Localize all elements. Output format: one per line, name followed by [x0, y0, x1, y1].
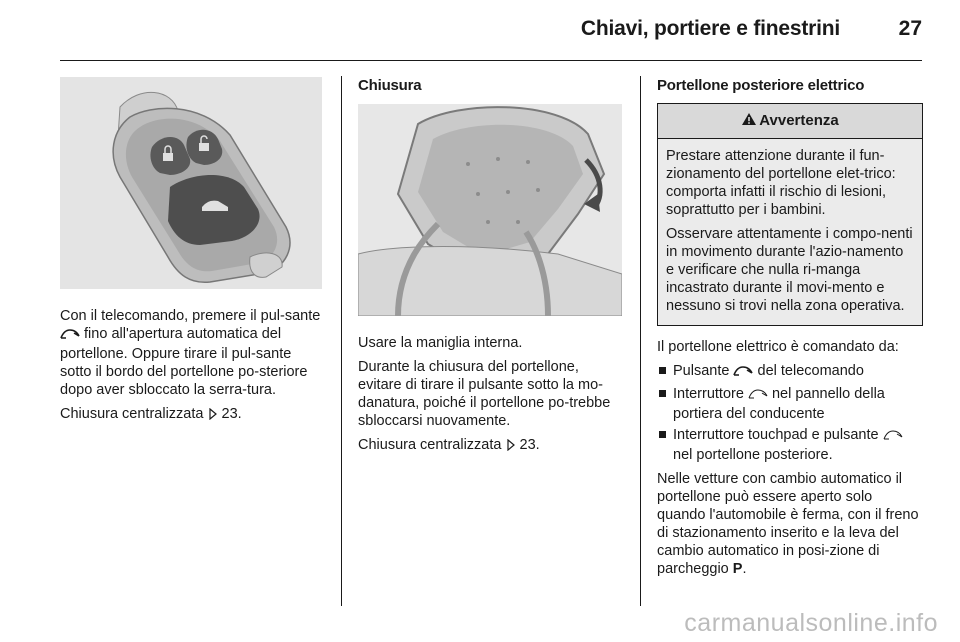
warning-box — [657, 103, 923, 326]
tailgate-icon — [733, 364, 753, 382]
left-reference-page: 23. — [221, 406, 242, 422]
list-item-text-b: del telecomando — [757, 363, 864, 379]
middle-heading: Chiusura — [358, 77, 422, 94]
right-heading: Portellone posteriore elettrico — [657, 77, 865, 94]
column-divider-2 — [640, 76, 641, 606]
list-item — [657, 385, 923, 423]
warning-header — [658, 104, 922, 139]
left-reference-text: Chiusura centralizzata — [60, 406, 204, 422]
left-paragraph-1 — [60, 307, 324, 399]
right-column — [657, 77, 923, 584]
middle-reference-page: 23. — [519, 437, 540, 453]
middle-column — [358, 77, 624, 462]
middle-reference-text: Chiusura centralizzata — [358, 437, 502, 453]
page-number: 27 — [898, 17, 922, 40]
tailgate-interior-illustration — [358, 104, 622, 316]
closing-bold: P — [732, 561, 743, 577]
right-intro: Il portellone elettrico è comandato da: — [657, 339, 899, 355]
list-item — [657, 426, 923, 464]
list-item-text-b: nel pannello della portiera del conducente — [673, 386, 885, 422]
list-item — [657, 362, 923, 382]
tailgate-figure — [358, 104, 622, 316]
middle-paragraph-3 — [358, 436, 624, 456]
list-item-text-a: Interruttore — [673, 386, 744, 402]
left-paragraph-1-part-a: Con il telecomando, premere il pul-sante — [60, 308, 321, 324]
left-column — [60, 77, 324, 431]
warning-title: Avvertenza — [759, 112, 839, 129]
warning-triangle-icon — [741, 112, 757, 131]
remote-key-figure — [60, 77, 322, 289]
left-paragraph-2 — [60, 405, 324, 425]
control-list — [657, 362, 923, 464]
right-closing-paragraph — [657, 470, 923, 578]
left-paragraph-1-part-b: fino all'apertura automatica del portellone. Oppure tirare il pul-sante sotto il bordo del portellone po-steriore dopo aver sbloccato la serra-tura. — [60, 326, 308, 398]
list-item-text-a: Pulsante — [673, 363, 730, 379]
column-divider-1 — [341, 76, 342, 606]
tailgate-icon — [60, 327, 80, 345]
page-header — [0, 0, 960, 62]
tailgate-outline-icon — [883, 428, 903, 446]
warning-paragraph-2: Osservare attentamente i compo-nenti in movimento durante l'azio-namento e verificare che nulla ri-manga incastrato durante il movi-mento e nessuno si trovi nella zona operativa. — [666, 226, 913, 314]
list-item-text-b: nel portellone posteriore. — [673, 447, 833, 463]
tailgate-outline-icon — [748, 387, 768, 405]
watermark: carmanualsonline.info — [684, 609, 938, 637]
closing-text: Nelle vetture con cambio automatico il portellone può essere aperto solo quando l'automobile è ferma, con il freno di stazionamento inserito e la leva del cambio automatico in posi-zione di parcheggio — [657, 471, 919, 577]
middle-paragraph-2: Durante la chiusura del portellone, evitare di tirare il pulsante sotto la mo-danatura, poiché il portellone po-trebbe sbloccarsi nuovamente. — [358, 359, 611, 429]
closing-end: . — [742, 561, 747, 577]
page-title: Chiavi, portiere e finestrini — [580, 17, 840, 40]
list-item-text-a: Interruttore touchpad e pulsante — [673, 427, 879, 443]
warning-body — [658, 139, 922, 325]
header-divider — [60, 60, 922, 61]
middle-paragraph-1: Usare la maniglia interna. — [358, 335, 523, 351]
reference-arrow-icon — [506, 438, 516, 456]
remote-key-fob-illustration — [60, 77, 322, 289]
warning-paragraph-1: Prestare attenzione durante il fun-zionamento del portellone elet-trico: comporta infatti il rischio di lesioni, soprattutto per i bambini. — [666, 148, 896, 218]
reference-arrow-icon — [208, 407, 218, 425]
